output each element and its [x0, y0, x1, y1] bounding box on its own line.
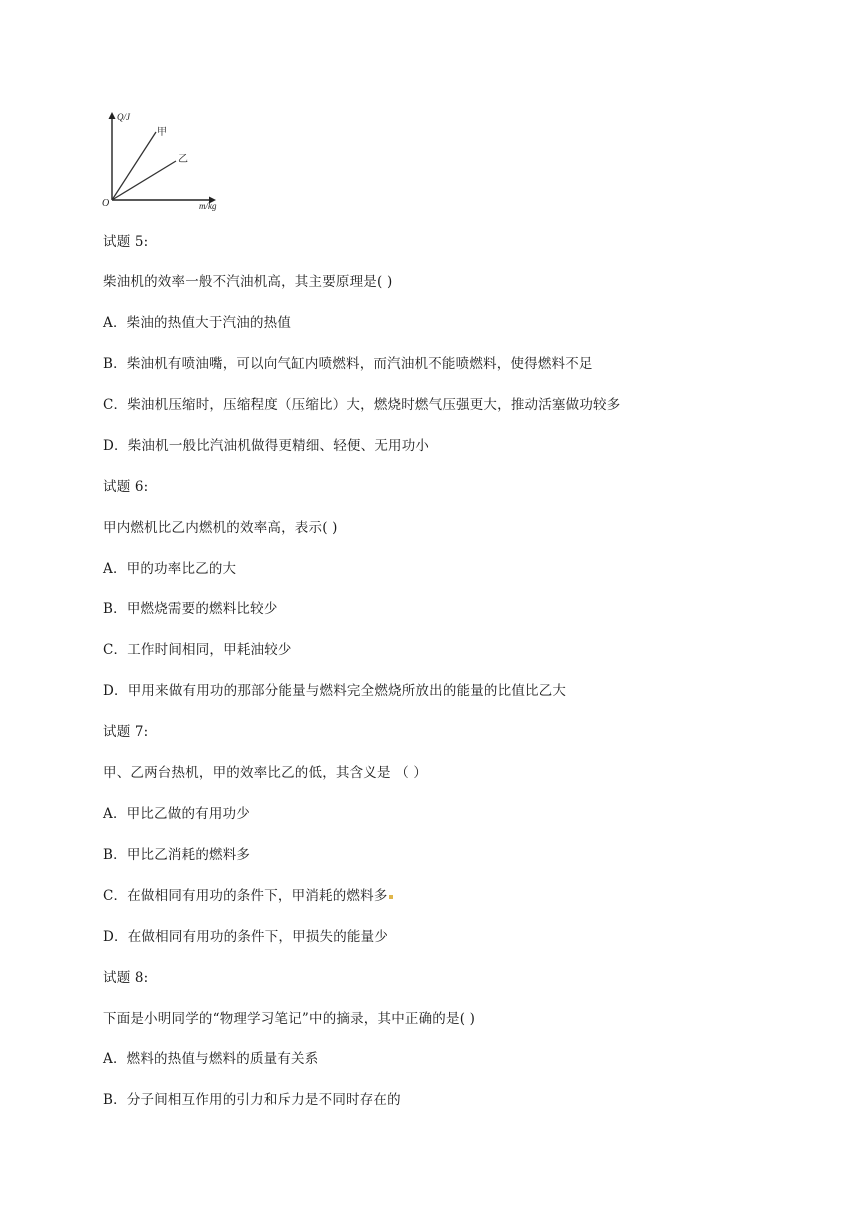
question-7-option-c-row — [103, 886, 393, 906]
question-5-option-b: B．柴油机有喷油嘴，可以向气缸内喷燃料，而汽油机不能喷燃料，使得燃料不足 — [103, 356, 593, 372]
question-8-stem: 下面是小明同学的“物理学习笔记”中的摘录，其中正确的是( ) — [103, 1011, 476, 1027]
y-axis-arrow — [109, 112, 116, 119]
question-8-option-a: A．燃料的热值与燃料的质量有关系 — [103, 1051, 319, 1067]
question-7-option-a: A．甲比乙做的有用功少 — [103, 806, 250, 822]
series-line-jia — [112, 132, 156, 200]
question-8-heading: 试题 8: — [103, 970, 149, 986]
origin-label: O — [102, 198, 110, 209]
question-6-heading: 试题 6: — [103, 479, 149, 495]
question-6-stem: 甲内燃机比乙内燃机的效率高，表示( ) — [103, 520, 338, 536]
question-7-heading: 试题 7: — [103, 724, 149, 740]
question-5-option-a: A．柴油的热值大于汽油的热值 — [103, 315, 292, 331]
question-6-option-b: B．甲燃烧需要的燃料比较少 — [103, 601, 278, 617]
question-7-stem: 甲、乙两台热机，甲的效率比乙的低，其含义是 （ ） — [103, 765, 428, 781]
question-8-option-b: B．分子间相互作用的引力和斥力是不同时存在的 — [103, 1092, 401, 1108]
highlight-mark — [389, 895, 393, 899]
question-6-option-d: D．甲用来做有用功的那部分能量与燃料完全燃烧所放出的能量的比值比乙大 — [103, 683, 567, 699]
series-label-yi: 乙 — [178, 154, 188, 165]
series-line-yi — [112, 161, 176, 200]
question-7-option-d: D．在做相同有用功的条件下，甲损失的能量少 — [103, 929, 389, 945]
y-axis-label: Q/J — [117, 112, 130, 122]
question-7-option-b: B．甲比乙消耗的燃料多 — [103, 847, 251, 863]
question-5-heading: 试题 5: — [103, 234, 149, 250]
question-5-option-d: D．柴油机一般比汽油机做得更精细、轻便、无用功小 — [103, 438, 430, 454]
question-5-stem: 柴油机的效率一般不汽油机高，其主要原理是( ) — [103, 274, 393, 290]
question-6-option-c: C．工作时间相同，甲耗油较少 — [103, 642, 292, 658]
series-label-jia: 甲 — [157, 127, 167, 138]
question-6-option-a: A．甲的功率比乙的大 — [103, 561, 237, 577]
question-5-option-c: C．柴油机压缩时，压缩程度（压缩比）大，燃烧时燃气压强更大，推动活塞做功较多 — [103, 397, 621, 413]
question-7-option-c: C．在做相同有用功的条件下，甲消耗的燃料多 — [103, 888, 388, 904]
q-m-graph — [100, 106, 230, 214]
x-axis-label: m/kg — [199, 201, 217, 211]
